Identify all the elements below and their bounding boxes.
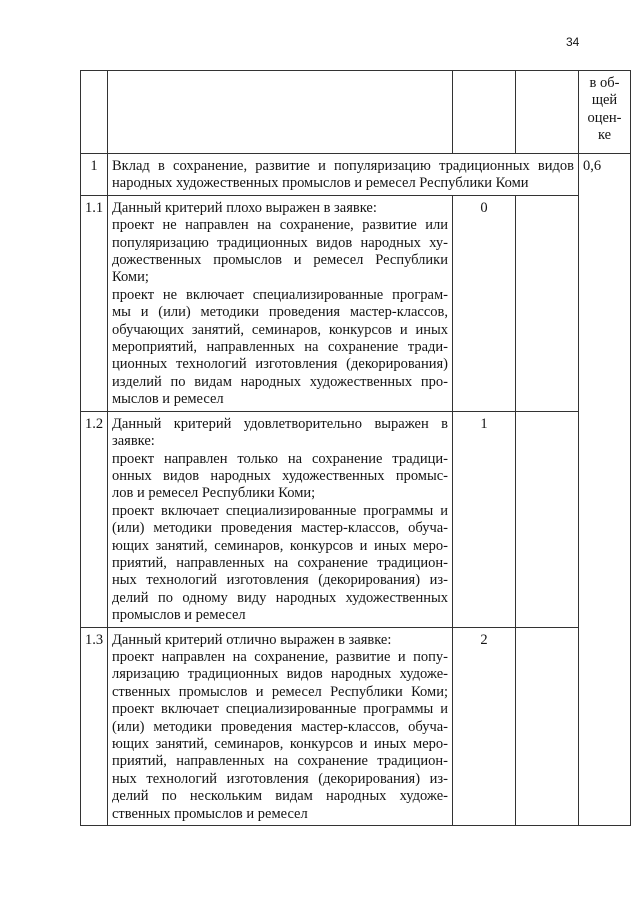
text-line: ственных промыслов и ремесел [112,805,308,822]
header-weight-line: в об- [589,75,620,91]
text-line: проект не направлен на сохранение, развитие или [112,217,448,234]
text-line: ющих занятий, семинаров, конкурсов и иных меро- [112,537,448,554]
section-number: 1 [81,154,108,196]
section-weight: 0,6 [579,154,631,826]
row-extra [516,195,579,411]
table-row [81,195,631,411]
row-score: 2 [453,627,516,825]
row-text [108,627,453,825]
section-title [108,154,579,196]
text-line: ных технологий изготовления (декорирования) из- [112,770,448,787]
text-line: проект включает специализированные программы и [112,502,448,519]
text-line: проект направлен только на сохранение традици- [112,450,448,467]
row-text [108,411,453,627]
row-extra [516,627,579,825]
text-line: обучающих занятий, семинаров, конкурсов и иных [112,321,448,338]
text-line: заявке: [112,433,155,450]
section-row [81,154,631,196]
text-line: (или) методики проведения мастер-классов, обуча- [112,718,448,735]
text-line: делий по одному виду народных художественных [112,589,448,606]
text-line: проект не включает специализированные програм- [112,286,448,303]
header-number-cell [81,71,108,154]
row-score: 0 [453,195,516,411]
table-row [81,627,631,825]
text-line: мыслов и ремесел [112,391,224,408]
row-text [108,195,453,411]
header-weight-line: оцен- [587,109,622,126]
text-line: мероприятий, направленных на сохранение тради- [112,339,448,356]
text-line: дожественных промыслов и ремесел Республики [112,252,448,269]
page-number: 34 [566,35,580,49]
row-score: 1 [453,411,516,627]
row-extra [516,411,579,627]
header-extra-cell [516,71,579,154]
row-number: 1.3 [81,627,108,825]
text-line: делий по нескольким видам народных художе- [112,788,448,805]
text-line: ных технологий изготовления (декорирования) из- [112,572,448,589]
text-line: проект включает специализированные программы и [112,701,448,718]
header-row [81,71,631,154]
text-line: Данный критерий плохо выражен в заявке: [112,199,377,216]
text-line: ляризацию традиционных видов народных художе- [112,666,448,683]
text-line: онных видов народных художественных промыс- [112,467,448,484]
text-line: приятий, направленных на сохранение традицион- [112,554,448,571]
text-line: изделий по видам народных художественных про- [112,373,448,390]
text-line: лов и ремесел Республики Коми; [112,485,316,502]
text-line: (или) методики проведения мастер-классов, обуча- [112,520,448,537]
text-line: проект направлен на сохранение, развитие и попу- [112,648,448,665]
header-score-cell [453,71,516,154]
text-line: мы и (или) методики проведения мастер-классов, [112,304,448,321]
text-line: ющих занятий, семинаров, конкурсов и иных меро- [112,736,448,752]
text-line: народных художественных промыслов и ремесел Республики Коми [112,175,529,192]
text-line: Коми; [112,269,149,286]
table-row [81,411,631,627]
text-line: популяризацию традиционных видов народных ху- [112,234,448,251]
header-weight-line: ке [597,127,612,144]
header-text-cell [108,71,453,154]
text-line: Вклад в сохранение, развитие и популяризацию традиционных видов [112,158,574,174]
text-line: приятий, направленных на сохранение традицион- [112,753,448,770]
text-line: Данный критерий отлично выражен в заявке: [112,631,392,648]
text-line: Данный критерий удовлетворительно выражен в [112,415,448,432]
row-number: 1.1 [81,195,108,411]
criteria-table [80,70,631,826]
header-weight-line: щей [591,92,618,109]
header-weight-cell [579,71,631,154]
text-line: ственных промыслов и ремесел Республики Коми; [112,683,448,700]
row-number: 1.2 [81,411,108,627]
text-line: промыслов и ремесел [112,607,246,624]
text-line: ционных технологий изготовления (декорирования) [112,356,448,373]
